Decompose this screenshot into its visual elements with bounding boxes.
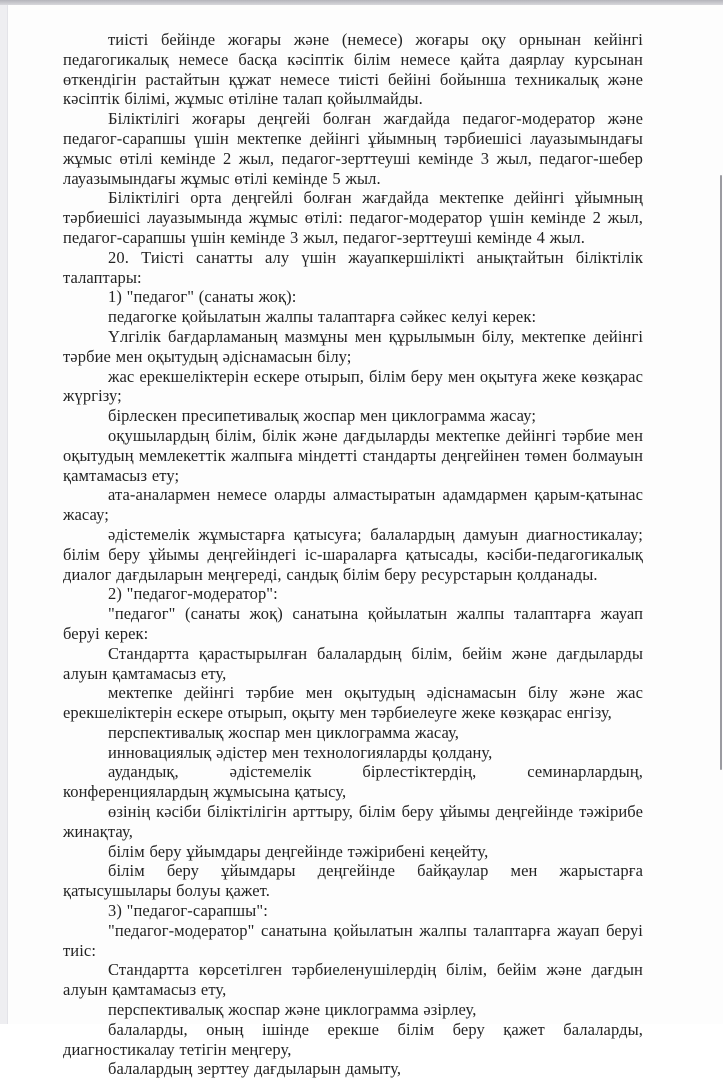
paragraph: инновациялық әдістер мен технологияларды қолдану, xyxy=(108,742,493,762)
paragraph: 2) "педагог-модератор": xyxy=(108,584,278,604)
paragraph: білім беру ұйымдары деңгейінде тәжірибені кеңейту, xyxy=(108,841,489,861)
document-page xyxy=(63,30,643,1079)
paragraph: перспективалық жоспар мен циклограмма жасау, xyxy=(108,722,460,742)
paragraph: перспективалық жоспар және циклограмма әзірлеу, xyxy=(108,1000,477,1020)
paragraph: Стандартта қарастырылған балалардың білім, бейім және дағдыларды алуын қамтамасыз ету, xyxy=(63,643,643,683)
paragraph: 20. Тиісті санатты алу үшін жауапкершілікті анықтайтын біліктілік талаптары: xyxy=(63,247,643,287)
paragraph: Біліктілігі жоғары деңгейі болған жағдайда педагог-модератор және педагог-сарапшы үшін мектепке дейінгі ұйымның тәрбиешісі лауазымындағы жұмыс өтілі кемінде 2 жыл, педагог-зерттеуші кемінде 3 жыл, педагог-шебер лауазымындағы жұмыс өтілі кемінде 5 жыл. xyxy=(63,109,643,188)
paragraph: ата-аналармен немесе оларды алмастыратын адамдармен қарым-қатынас жасау; xyxy=(63,485,643,525)
paragraph: балаларды, оның ішінде ерекше білім беру қажет балаларды, диагностикалау тетігін меңгеру, xyxy=(63,1019,643,1059)
paragraph: 3) "педагог-сарапшы": xyxy=(108,901,268,921)
paragraph: әдістемелік жұмыстарға қатысуға; балалардың дамуын диагностикалау; білім беру ұйымы деңгейіндегі іс-шараларға қатысады, кәсіби-педагогикалық диалог дағдыларын меңгереді, сандық білім беру ресурстарын қолданады. xyxy=(63,524,643,584)
paragraph: "педагог-модератор" санатына қойылатын жалпы талаптарға жауап беруі тиіс: xyxy=(63,920,643,960)
page-left-edge xyxy=(0,5,8,1024)
paragraph: оқушылардың білім, білік және дағдыларды мектепке дейінгі тәрбие мен оқытудың мемлекеттік жалпыға міндетті стандарты деңгейінен төмен болмауын қамтамасыз ету; xyxy=(63,425,643,485)
paragraph: тиісті бейінде жоғары және (немесе) жоғары оқу орнынан кейінгі педагогикалық немесе басқа кәсіптік білім немесе қайта даярлау курсынан өткендігін растайтын құжат немесе тиісті бейіні бойынша техникалық және кәсіптік білімі, жұмыс өтіліне талап қойылмайды. xyxy=(63,30,643,109)
paragraph: білім беру ұйымдары деңгейінде байқаулар мен жарыстарға қатысушылары болуы қажет. xyxy=(63,861,643,901)
paragraph: Біліктілігі орта деңгейлі болған жағдайда мектепке дейінгі ұйымның тәрбиешісі лауазымында жұмыс өтілі: педагог-модератор үшін кемінде 2 жыл, педагог-сарапшы үшін кемінде 3 жыл, педагог-зерттеуші кемінде 4 жыл. xyxy=(63,188,643,247)
paragraph: "педагог" (санаты жоқ) санатына қойылатын жалпы талаптарға жауап беруі керек: xyxy=(63,604,643,643)
scan-top-edge xyxy=(0,0,723,5)
paragraph: бірлескен пресипетивалық жоспар мен циклограмма жасау; xyxy=(108,406,537,426)
paragraph: аудандық, әдістемелік бірлестіктердің, семинарлардың, конференциялардың жұмысына қатысу, xyxy=(63,762,643,802)
paragraph: Стандартта көрсетілген тәрбиеленушілердің білім, бейім және дағдын алуын қамтамасыз ету, xyxy=(63,960,643,1000)
scan-artifact-line xyxy=(720,175,722,770)
paragraph: жас ерекшеліктерін ескере отырып, білім беру мен оқытуға жеке көзқарас жүргізу; xyxy=(63,366,643,406)
paragraph: Үлгілік бағдарламаның мазмұны мен құрылымын білу, мектепке дейінгі тәрбие мен оқытудың әдіснамасын білу; xyxy=(63,326,643,366)
paragraph: өзінің кәсіби біліктілігін арттыру, білім беру ұйымы деңгейінде тәжірибе жинақтау, xyxy=(63,802,643,841)
paragraph: 1) "педагог" (санаты жоқ): xyxy=(108,287,297,307)
paragraph: педагогке қойылатын жалпы талаптарға сәйкес келуі керек: xyxy=(108,307,537,327)
paragraph: мектепке дейінгі тәрбие мен оқытудың әдіснамасын білу және жас ерекшеліктерін ескере отырып, оқыту мен тәрбиелеуге жеке көзқарас енгізу, xyxy=(63,683,643,723)
paragraph: балалардың зерттеу дағдыларын дамыту, xyxy=(108,1059,402,1079)
